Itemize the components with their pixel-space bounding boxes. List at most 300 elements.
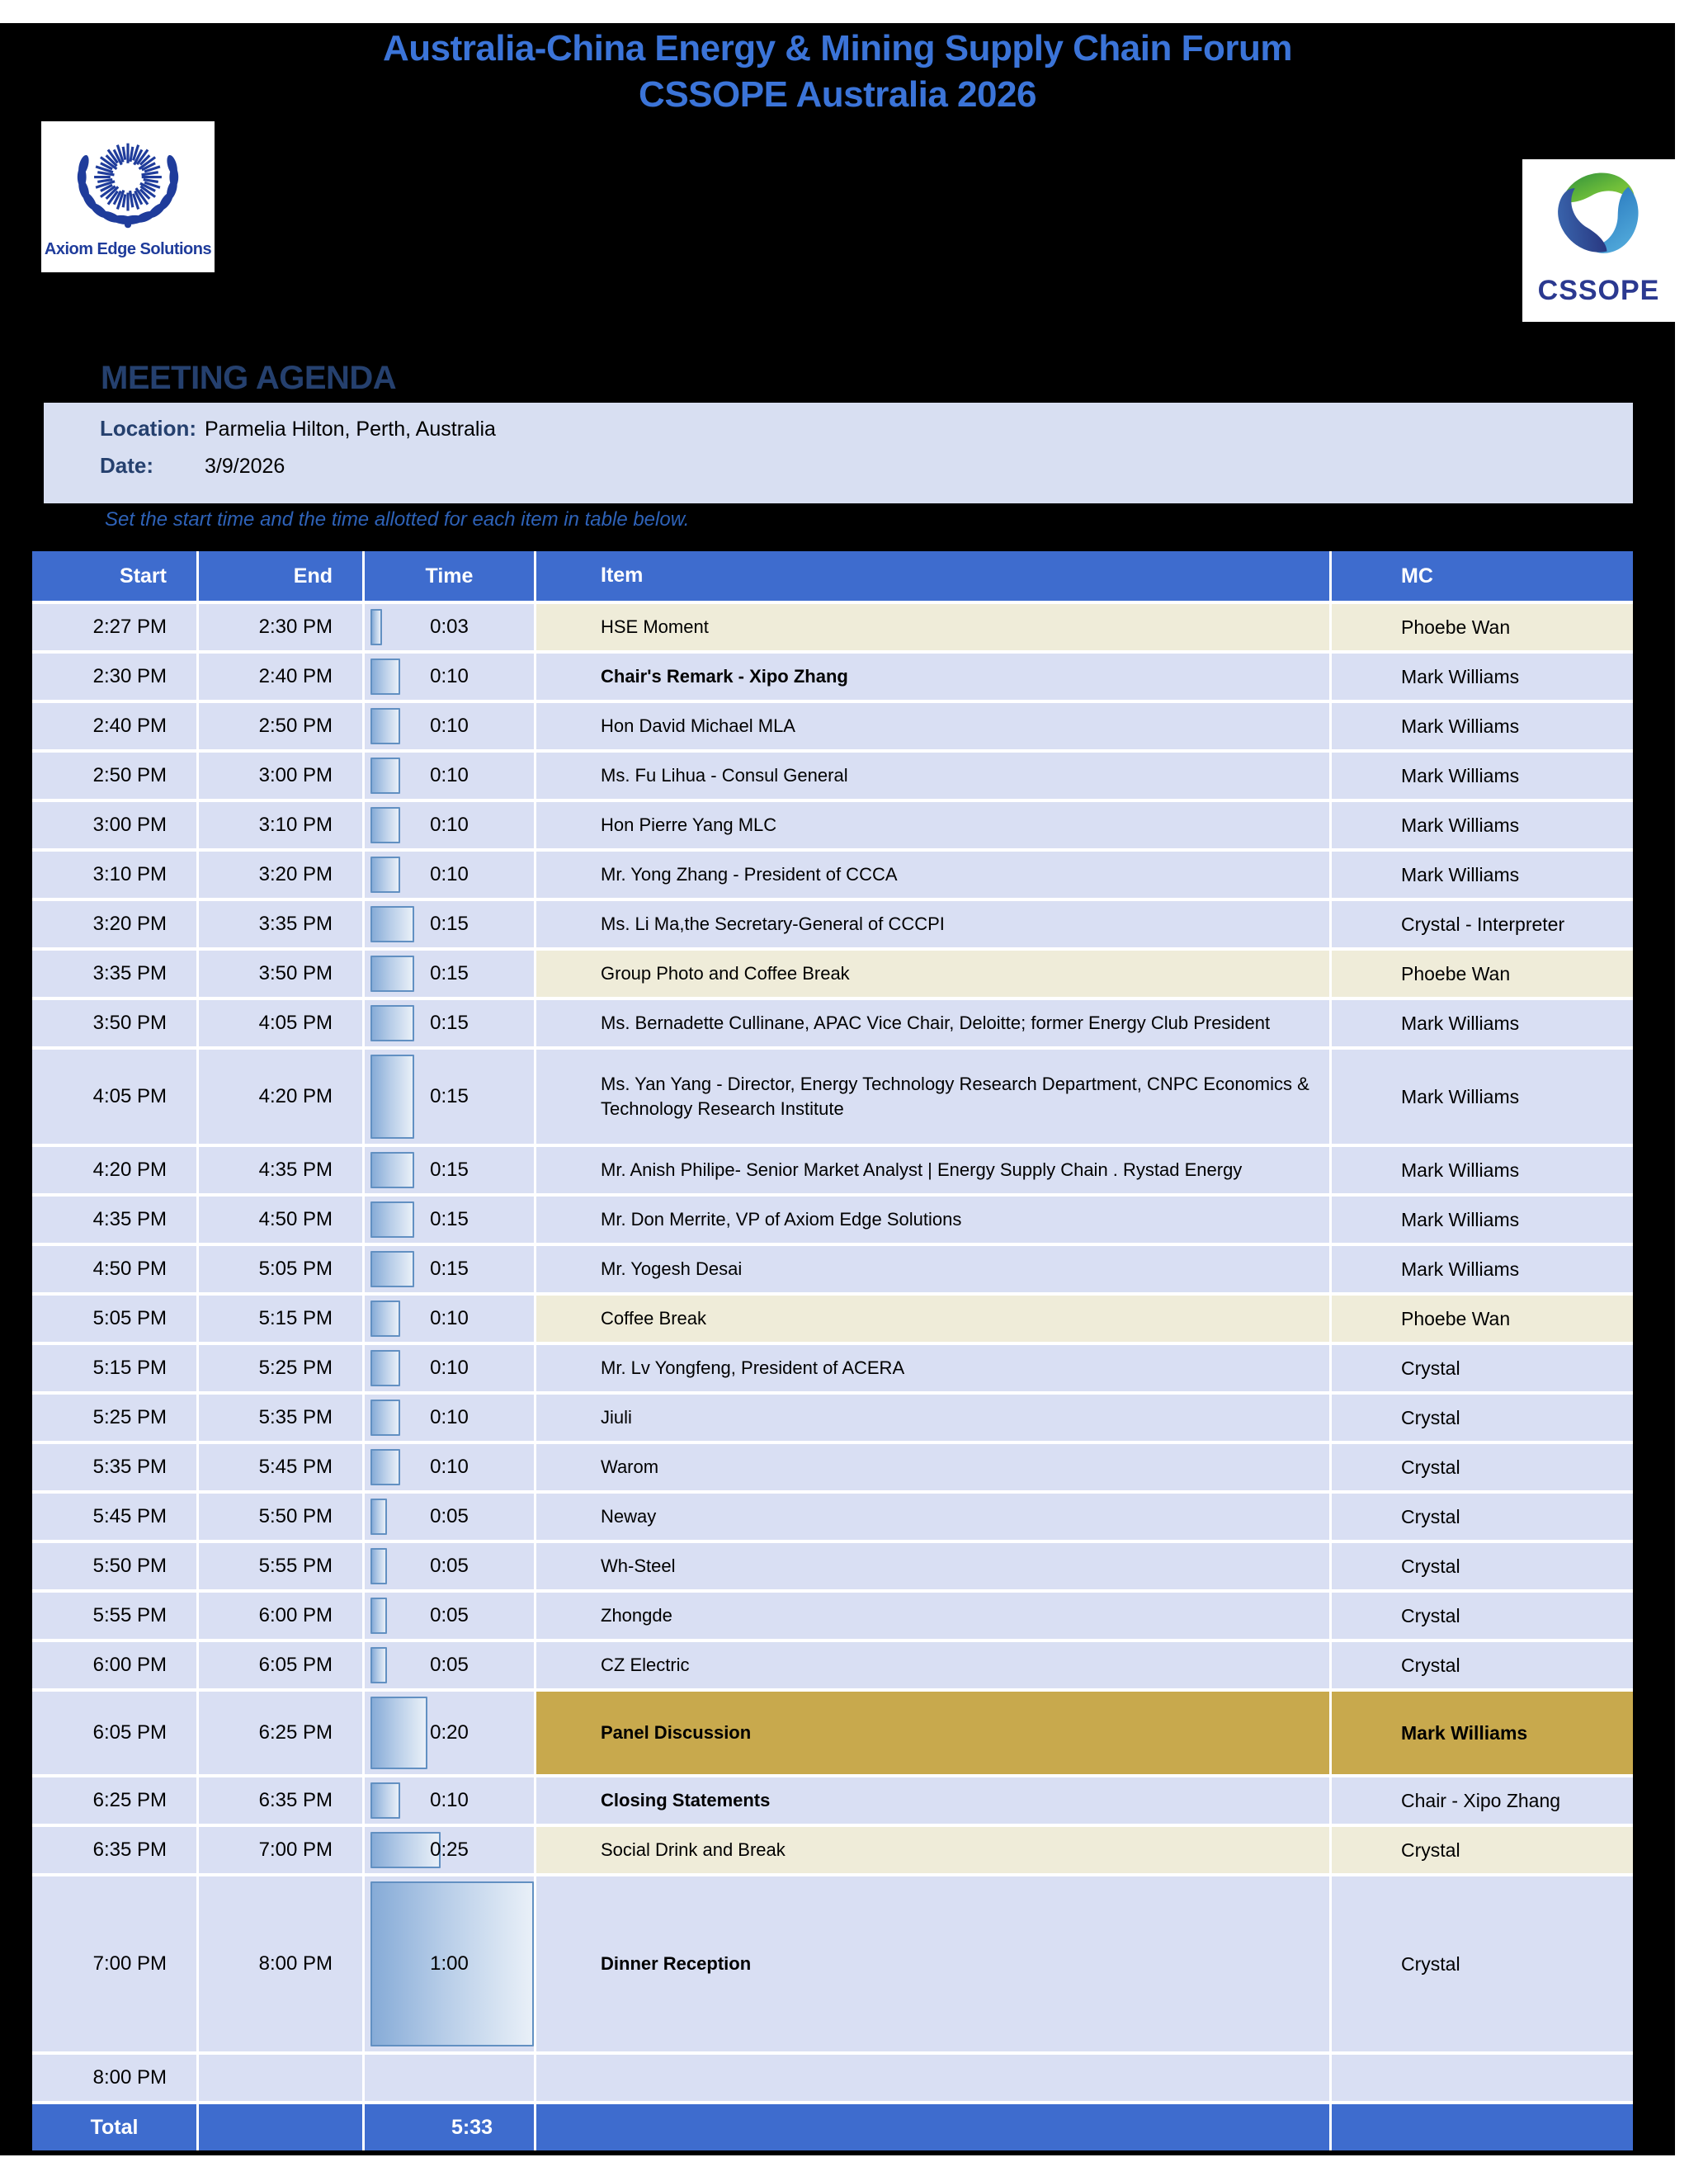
cell-item[interactable] [536, 654, 1332, 700]
cell-item[interactable] [536, 1876, 1332, 2051]
total-row [32, 2104, 1633, 2150]
duration-bar [370, 1400, 400, 1436]
duration-bar [370, 1301, 400, 1337]
table-row [32, 2055, 1633, 2101]
cell-mc[interactable] [1332, 1147, 1633, 1193]
table-row [32, 654, 1633, 700]
cell-end[interactable] [199, 1777, 365, 1824]
cell-item[interactable] [536, 901, 1332, 947]
cell-mc-text: Crystal [1401, 1357, 1460, 1379]
cell-item[interactable] [536, 1543, 1332, 1589]
cell-start-text: 6:00 PM [92, 1654, 167, 1676]
duration-bar [370, 1005, 414, 1041]
cell-end-text: 4:05 PM [258, 1012, 333, 1034]
cell-time[interactable] [365, 901, 536, 947]
cell-mc-text: Mark Williams [1401, 764, 1520, 786]
cell-time[interactable] [365, 1494, 536, 1540]
cell-start-text: 6:35 PM [92, 1839, 167, 1861]
cell-item[interactable] [536, 604, 1332, 650]
column-header-start[interactable]: Start [32, 551, 199, 601]
cell-item[interactable] [536, 1345, 1332, 1391]
cell-end[interactable] [199, 1642, 365, 1688]
cell-time-text: 0:03 [430, 616, 469, 638]
table-row [32, 753, 1633, 799]
cell-start[interactable] [32, 951, 199, 997]
cell-item[interactable] [536, 753, 1332, 799]
total-label-cell[interactable]: Total [32, 2104, 199, 2150]
duration-bar [370, 1548, 387, 1584]
cell-end-text: 3:50 PM [258, 962, 333, 984]
cell-time[interactable] [365, 1876, 536, 2051]
cell-start[interactable] [32, 1147, 199, 1193]
cell-start-text: 4:35 PM [92, 1208, 167, 1230]
table-row [32, 703, 1633, 749]
cell-end-text: 6:05 PM [258, 1654, 333, 1676]
cell-item-text: Mr. Yogesh Desai [601, 1258, 743, 1280]
cell-start[interactable] [32, 1296, 199, 1342]
cell-end-text: 2:40 PM [258, 665, 333, 687]
cell-start-text: 3:20 PM [92, 913, 167, 935]
forum-title: Australia-China Energy & Mining Supply Chain Forum [383, 28, 1292, 68]
cell-mc[interactable] [1332, 2055, 1633, 2101]
table-body [32, 604, 1633, 2101]
cell-mc[interactable] [1332, 1296, 1633, 1342]
cell-time[interactable] [365, 1197, 536, 1243]
duration-bar [370, 956, 414, 992]
cell-mc[interactable] [1332, 604, 1633, 650]
cell-end-text: 2:30 PM [258, 616, 333, 638]
cell-mc[interactable] [1332, 1395, 1633, 1441]
cell-end-text: 8:00 PM [258, 1952, 333, 1975]
location-label: Location: [100, 416, 196, 441]
cell-mc[interactable] [1332, 1000, 1633, 1046]
cell-start[interactable] [32, 1050, 199, 1144]
cell-start-text: 5:35 PM [92, 1456, 167, 1478]
cell-time[interactable] [365, 1147, 536, 1193]
duration-bar [370, 1449, 400, 1485]
date-row [100, 453, 1633, 479]
cell-mc-text: Crystal - Interpreter [1401, 913, 1565, 935]
cell-item-text: Ms. Fu Lihua - Consul General [601, 765, 848, 786]
cell-end-text: 4:50 PM [258, 1208, 333, 1230]
cell-item-text: Coffee Break [601, 1308, 707, 1329]
cell-item[interactable] [536, 1147, 1332, 1193]
cell-end-text: 7:00 PM [258, 1839, 333, 1861]
cell-time-text: 0:15 [430, 1012, 469, 1034]
cell-mc[interactable] [1332, 1777, 1633, 1824]
cell-end[interactable] [199, 1827, 365, 1873]
cell-end-text: 5:35 PM [258, 1406, 333, 1428]
cell-start-text: 5:05 PM [92, 1307, 167, 1329]
cell-end[interactable] [199, 1876, 365, 2051]
cell-time[interactable] [365, 1246, 536, 1292]
cell-start[interactable] [32, 703, 199, 749]
cell-start[interactable] [32, 1593, 199, 1639]
cell-time-text: 0:10 [430, 1357, 469, 1379]
cell-time[interactable] [365, 1050, 536, 1144]
table-row [32, 1147, 1633, 1193]
cell-start[interactable] [32, 1876, 199, 2051]
table-row [32, 1296, 1633, 1342]
cell-end[interactable] [199, 1395, 365, 1441]
cell-mc[interactable] [1332, 1444, 1633, 1490]
column-header-mc[interactable]: MC [1332, 551, 1633, 601]
cell-time-text: 0:10 [430, 1456, 469, 1478]
cell-end[interactable] [199, 1000, 365, 1046]
cell-start[interactable] [32, 1246, 199, 1292]
cell-start[interactable] [32, 901, 199, 947]
cell-time[interactable] [365, 604, 536, 650]
table-row [32, 1543, 1633, 1589]
cell-start-text: 5:50 PM [92, 1555, 167, 1577]
date-value[interactable]: 3/9/2026 [205, 455, 285, 478]
cell-item[interactable] [536, 1000, 1332, 1046]
cell-end[interactable] [199, 951, 365, 997]
cell-time[interactable] [365, 654, 536, 700]
total-mc-cell[interactable] [1332, 2104, 1633, 2150]
cell-end[interactable] [199, 802, 365, 848]
meeting-info-box [44, 403, 1633, 503]
cell-mc-text: Crystal [1401, 1839, 1460, 1861]
cell-end-text: 5:50 PM [258, 1505, 333, 1527]
cell-time-text: 0:15 [430, 1208, 469, 1230]
cell-item-text: Warom [601, 1456, 659, 1478]
cell-time-text: 0:15 [430, 962, 469, 984]
cell-end[interactable] [199, 1543, 365, 1589]
cell-time[interactable] [365, 2055, 536, 2101]
cell-time[interactable] [365, 1444, 536, 1490]
duration-bar [370, 1055, 414, 1139]
cell-item-text: Mr. Yong Zhang - President of CCCA [601, 864, 898, 885]
cell-mc-text: Mark Williams [1401, 1721, 1528, 1744]
cell-item-text: Mr. Don Merrite, VP of Axiom Edge Solutions [601, 1209, 962, 1230]
cell-end[interactable] [199, 703, 365, 749]
cell-end[interactable] [199, 1345, 365, 1391]
cell-time[interactable] [365, 1777, 536, 1824]
cell-time[interactable] [365, 1000, 536, 1046]
cell-end[interactable] [199, 1197, 365, 1243]
cell-start-text: 5:45 PM [92, 1505, 167, 1527]
cell-item-text: Dinner Reception [601, 1953, 752, 1975]
cell-mc[interactable] [1332, 654, 1633, 700]
cell-end-text: 4:20 PM [258, 1085, 333, 1107]
cell-end-text: 6:25 PM [258, 1721, 333, 1744]
cell-end-text: 5:45 PM [258, 1456, 333, 1478]
cssope-logo-text: CSSOPE [1537, 275, 1660, 306]
cell-end-text: 5:25 PM [258, 1357, 333, 1379]
duration-bar [370, 857, 400, 893]
cell-start[interactable] [32, 1494, 199, 1540]
table-row [32, 1827, 1633, 1873]
cell-time[interactable] [365, 1642, 536, 1688]
cell-item-text: Neway [601, 1506, 657, 1527]
cell-start-text: 4:20 PM [92, 1159, 167, 1181]
cell-start[interactable] [32, 1444, 199, 1490]
cell-item-text: Wh-Steel [601, 1555, 676, 1577]
cell-start[interactable] [32, 852, 199, 898]
cell-time[interactable] [365, 852, 536, 898]
cell-end-text: 3:10 PM [258, 814, 333, 836]
cell-item-text: Social Drink and Break [601, 1839, 786, 1861]
cell-end[interactable] [199, 604, 365, 650]
cell-mc-text: Mark Williams [1401, 665, 1520, 687]
cell-start-text: 2:50 PM [92, 764, 167, 786]
cell-start-text: 3:35 PM [92, 962, 167, 984]
cell-mc[interactable] [1332, 1593, 1633, 1639]
table-row [32, 1444, 1633, 1490]
axiom-logo-text: Axiom Edge Solutions [44, 240, 212, 258]
cell-time-text: 0:10 [430, 863, 469, 885]
table-row [32, 1246, 1633, 1292]
cell-end[interactable] [199, 852, 365, 898]
duration-bar [370, 1201, 414, 1238]
cell-mc-text: Crystal [1401, 1406, 1460, 1428]
cell-end-text: 6:00 PM [258, 1604, 333, 1626]
cell-mc[interactable] [1332, 1642, 1633, 1688]
cell-time[interactable] [365, 753, 536, 799]
cell-start[interactable] [32, 1543, 199, 1589]
cell-end[interactable] [199, 1444, 365, 1490]
cell-mc-text: Chair - Xipo Zhang [1401, 1789, 1561, 1811]
cell-end-text: 5:05 PM [258, 1258, 333, 1280]
cell-start-text: 6:25 PM [92, 1789, 167, 1811]
cell-end-text: 6:35 PM [258, 1789, 333, 1811]
date-label: Date: [100, 453, 154, 478]
cell-start[interactable] [32, 1642, 199, 1688]
table-row [32, 1395, 1633, 1441]
table-row [32, 1777, 1633, 1824]
cell-mc[interactable] [1332, 703, 1633, 749]
cell-end[interactable] [199, 1050, 365, 1144]
table-header-row [32, 551, 1633, 601]
cell-start[interactable] [32, 1000, 199, 1046]
total-item-cell[interactable] [536, 2104, 1332, 2150]
cell-mc[interactable] [1332, 802, 1633, 848]
cell-mc-text: Crystal [1401, 1952, 1460, 1975]
cell-time-text: 0:15 [430, 1159, 469, 1181]
cell-time[interactable] [365, 1395, 536, 1441]
cell-mc[interactable] [1332, 1197, 1633, 1243]
column-header-item[interactable]: Item [536, 551, 1332, 601]
cell-item-text: Panel Discussion [601, 1722, 752, 1744]
cell-end[interactable] [199, 901, 365, 947]
cell-start-text: 5:25 PM [92, 1406, 167, 1428]
column-header-time[interactable]: Time [365, 551, 536, 601]
axiom-logo [41, 121, 215, 272]
cell-start[interactable] [32, 1345, 199, 1391]
cell-item[interactable] [536, 802, 1332, 848]
cell-start-text: 2:40 PM [92, 715, 167, 737]
cell-end-text: 3:35 PM [258, 913, 333, 935]
cell-item[interactable] [536, 951, 1332, 997]
duration-bar [370, 1251, 414, 1287]
cell-item[interactable] [536, 1296, 1332, 1342]
cell-time-text: 0:05 [430, 1654, 469, 1676]
cell-mc[interactable] [1332, 1543, 1633, 1589]
cell-item[interactable] [536, 2055, 1332, 2101]
table-row [32, 1494, 1633, 1540]
cell-start-text: 5:15 PM [92, 1357, 167, 1379]
cell-item-text: Hon David Michael MLA [601, 715, 795, 737]
cell-time[interactable] [365, 1296, 536, 1342]
cell-time-text: 0:10 [430, 715, 469, 737]
cell-start[interactable] [32, 2055, 199, 2101]
cell-item[interactable] [536, 1197, 1332, 1243]
cell-mc-text: Mark Williams [1401, 715, 1520, 737]
cell-time-text: 0:10 [430, 814, 469, 836]
cell-time-text: 0:20 [430, 1721, 469, 1744]
cell-end-text: 2:50 PM [258, 715, 333, 737]
duration-bar [370, 708, 400, 744]
cell-start-text: 8:00 PM [92, 2066, 167, 2089]
cell-item[interactable] [536, 1593, 1332, 1639]
cell-start[interactable] [32, 604, 199, 650]
cell-time-text: 0:10 [430, 764, 469, 786]
location-value[interactable]: Parmelia Hilton, Perth, Australia [205, 418, 496, 441]
cell-item[interactable] [536, 1444, 1332, 1490]
table-row [32, 1642, 1633, 1688]
cell-mc[interactable] [1332, 1345, 1633, 1391]
duration-bar [370, 906, 414, 942]
cell-start[interactable] [32, 1777, 199, 1824]
cell-item-text: Closing Statements [601, 1790, 771, 1811]
cell-item-text: Mr. Lv Yongfeng, President of ACERA [601, 1357, 905, 1379]
cell-item[interactable] [536, 1050, 1332, 1144]
cell-time[interactable] [365, 703, 536, 749]
cell-end[interactable] [199, 1593, 365, 1639]
cell-time[interactable] [365, 951, 536, 997]
cell-mc-text: Phoebe Wan [1401, 962, 1511, 984]
cell-start-text: 4:50 PM [92, 1258, 167, 1280]
cell-end[interactable] [199, 1494, 365, 1540]
cell-time[interactable] [365, 1345, 536, 1391]
cell-time-text: 0:25 [430, 1839, 469, 1861]
duration-bar [370, 758, 400, 794]
cell-item[interactable] [536, 1395, 1332, 1441]
duration-bar [370, 1697, 427, 1769]
cell-item[interactable] [536, 1246, 1332, 1292]
cell-mc-text: Phoebe Wan [1401, 616, 1511, 638]
cell-start-text: 3:50 PM [92, 1012, 167, 1034]
cssope-swirl-icon [1537, 163, 1661, 278]
table-row [32, 604, 1633, 650]
cell-mc[interactable] [1332, 1050, 1633, 1144]
cell-item[interactable] [536, 852, 1332, 898]
cell-mc-text: Phoebe Wan [1401, 1307, 1511, 1329]
cell-mc[interactable] [1332, 901, 1633, 947]
cell-time[interactable] [365, 1543, 536, 1589]
cell-start[interactable] [32, 1395, 199, 1441]
total-time-cell[interactable]: 5:33 [365, 2104, 536, 2150]
cell-end[interactable] [199, 2055, 365, 2101]
table-row [32, 1593, 1633, 1639]
cell-time[interactable] [365, 802, 536, 848]
cell-time[interactable] [365, 1692, 536, 1774]
cell-mc-text: Mark Williams [1401, 1208, 1520, 1230]
cell-start-text: 2:30 PM [92, 665, 167, 687]
cell-mc-text: Mark Williams [1401, 1085, 1520, 1107]
cell-item[interactable] [536, 1642, 1332, 1688]
cell-start[interactable] [32, 753, 199, 799]
cell-mc-text: Mark Williams [1401, 1159, 1520, 1181]
duration-bar [370, 609, 382, 645]
cell-item-text: Group Photo and Coffee Break [601, 963, 850, 984]
cell-start[interactable] [32, 1827, 199, 1873]
cell-mc[interactable] [1332, 1494, 1633, 1540]
duration-bar [370, 1152, 414, 1188]
cell-item-text: Chair's Remark - Xipo Zhang [601, 666, 848, 687]
duration-bar [370, 807, 400, 843]
duration-bar [370, 1499, 387, 1535]
cell-mc[interactable] [1332, 852, 1633, 898]
cell-time-text: 0:15 [430, 1085, 469, 1107]
cell-end[interactable] [199, 753, 365, 799]
table-row [32, 1050, 1633, 1144]
cell-time-text: 0:10 [430, 1307, 469, 1329]
cell-end-text: 3:00 PM [258, 764, 333, 786]
cell-item[interactable] [536, 1777, 1332, 1824]
table-row [32, 1345, 1633, 1391]
cell-end[interactable] [199, 654, 365, 700]
cell-mc-text: Crystal [1401, 1604, 1460, 1626]
cell-item[interactable] [536, 703, 1332, 749]
column-header-end[interactable]: End [199, 551, 365, 601]
instruction-note: Set the start time and the time allotted for each item in table below. [105, 508, 690, 531]
cell-item-text: CZ Electric [601, 1655, 690, 1676]
cell-item[interactable] [536, 1692, 1332, 1774]
cell-end[interactable] [199, 1692, 365, 1774]
cell-start[interactable] [32, 654, 199, 700]
cell-mc[interactable] [1332, 1692, 1633, 1774]
table-row [32, 1197, 1633, 1243]
cell-mc[interactable] [1332, 951, 1633, 997]
cell-end[interactable] [199, 1147, 365, 1193]
cell-time-text: 1:00 [430, 1952, 469, 1975]
total-end-cell[interactable] [199, 2104, 365, 2150]
cell-item[interactable] [536, 1827, 1332, 1873]
table-row [32, 901, 1633, 947]
cell-end[interactable] [199, 1296, 365, 1342]
cell-start-text: 2:27 PM [92, 616, 167, 638]
table-row [32, 802, 1633, 848]
cell-start[interactable] [32, 1692, 199, 1774]
cell-item-text: Ms. Li Ma,the Secretary-General of CCCPI [601, 913, 945, 935]
cell-mc[interactable] [1332, 1827, 1633, 1873]
table-row [32, 1000, 1633, 1046]
cell-time[interactable] [365, 1593, 536, 1639]
cell-start[interactable] [32, 1197, 199, 1243]
cell-mc[interactable] [1332, 1246, 1633, 1292]
table-row [32, 1876, 1633, 2051]
cssope-logo [1522, 159, 1675, 322]
cell-end-text: 5:55 PM [258, 1555, 333, 1577]
cell-mc-text: Mark Williams [1401, 1012, 1520, 1034]
cell-start[interactable] [32, 802, 199, 848]
cell-start-text: 7:00 PM [92, 1952, 167, 1975]
cell-item-text: Hon Pierre Yang MLC [601, 814, 777, 836]
cell-time-text: 0:10 [430, 1789, 469, 1811]
cell-end[interactable] [199, 1246, 365, 1292]
cell-mc[interactable] [1332, 753, 1633, 799]
cell-mc[interactable] [1332, 1876, 1633, 2051]
cell-mc-text: Crystal [1401, 1505, 1460, 1527]
cell-item-text: Ms. Bernadette Cullinane, APAC Vice Chair, Deloitte; former Energy Club President [601, 1013, 1271, 1034]
cell-item[interactable] [536, 1494, 1332, 1540]
cell-time-text: 0:10 [430, 665, 469, 687]
cell-time[interactable] [365, 1827, 536, 1873]
cell-mc-text: Crystal [1401, 1654, 1460, 1676]
cell-mc-text: Mark Williams [1401, 814, 1520, 836]
